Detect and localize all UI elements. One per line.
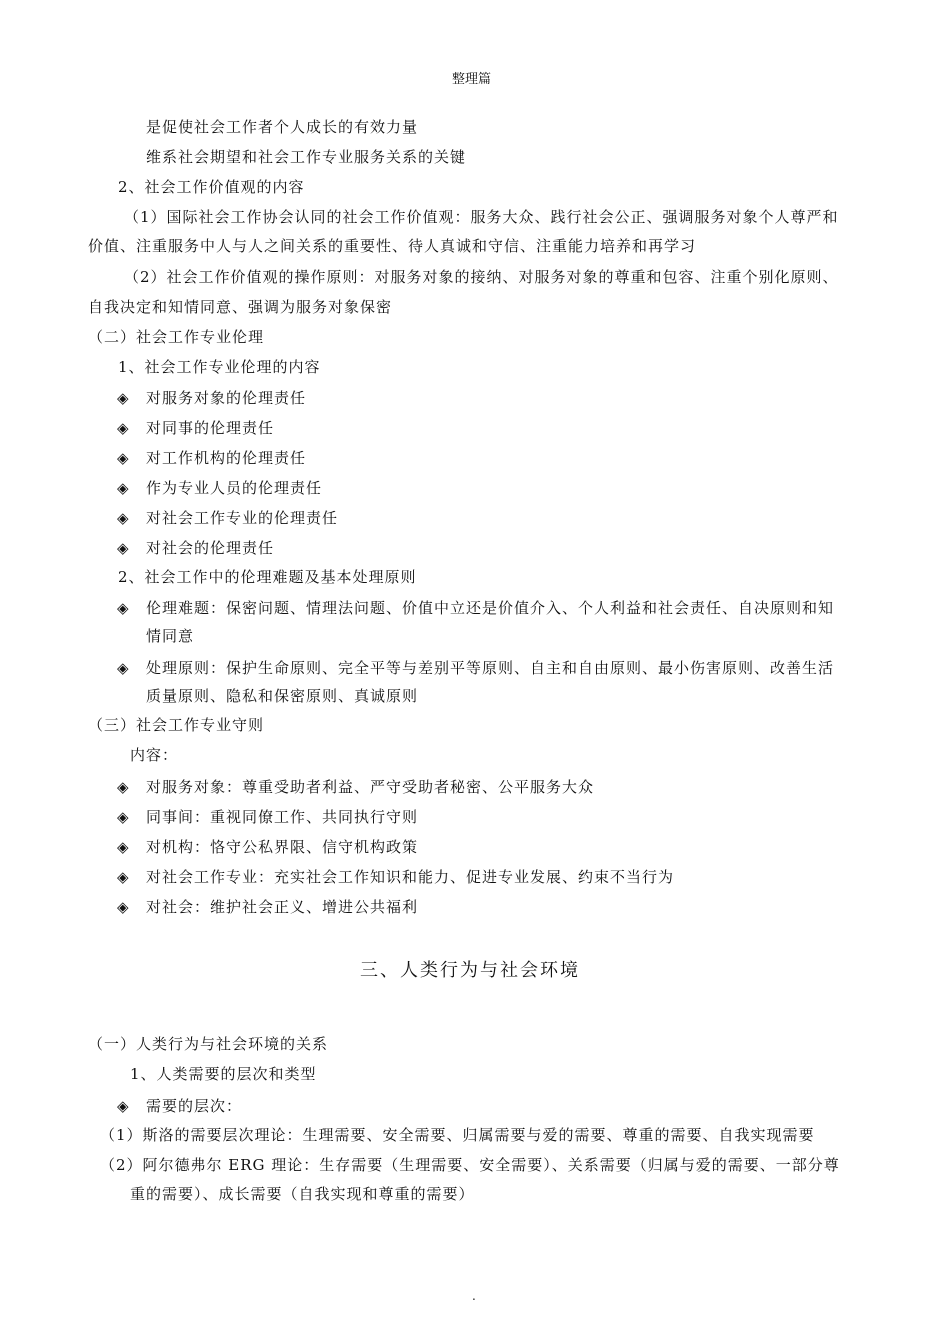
paragraph-line: 自我决定和知情同意、强调为服务对象保密 xyxy=(88,298,393,316)
section-heading: （一）人类行为与社会环境的关系 xyxy=(88,1035,329,1053)
diamond-bullet-icon: ◈ xyxy=(117,898,129,916)
numbered-heading: 2、社会工作中的伦理难题及基本处理原则 xyxy=(118,568,417,586)
list-item: 对社会工作专业的伦理责任 xyxy=(146,509,339,527)
list-item: 作为专业人员的伦理责任 xyxy=(146,479,323,497)
numbered-heading: 1、人类需要的层次和类型 xyxy=(130,1065,317,1083)
list-item: 对社会：维护社会正义、增进公共福利 xyxy=(146,898,419,916)
list-item: 对同事的伦理责任 xyxy=(146,419,275,437)
page-header: 整理篇 xyxy=(452,72,492,87)
diamond-bullet-icon: ◈ xyxy=(117,868,129,886)
diamond-bullet-icon: ◈ xyxy=(117,479,129,497)
diamond-bullet-icon: ◈ xyxy=(117,1097,129,1115)
diamond-bullet-icon: ◈ xyxy=(117,389,129,407)
page-footer-mark: . xyxy=(472,1289,477,1303)
list-item: 同事间：重视同僚工作、共同执行守则 xyxy=(146,808,419,826)
list-item: 对工作机构的伦理责任 xyxy=(146,449,307,467)
list-item: 伦理难题：保密问题、情理法问题、价值中立还是价值介入、个人利益和社会责任、自决原则和知 xyxy=(146,599,835,617)
list-item-continuation: 质量原则、隐私和保密原则、真诚原则 xyxy=(146,687,419,705)
paragraph-line: （1）斯洛的需要层次理论：生理需要、安全需要、归属需要与爱的需要、尊重的需要、自我实现需要 xyxy=(100,1126,815,1144)
list-item: 对机构：恪守公私界限、信守机构政策 xyxy=(146,838,419,856)
paragraph-line: （1）国际社会工作协会认同的社会工作价值观：服务大众、践行社会公正、强调服务对象个人尊严和 xyxy=(124,208,839,226)
list-item: 对服务对象：尊重受助者利益、严守受助者秘密、公平服务大众 xyxy=(146,778,595,796)
paragraph-line: （2）社会工作价值观的操作原则：对服务对象的接纳、对服务对象的尊重和包容、注重个别化原则、 xyxy=(124,268,839,286)
diamond-bullet-icon: ◈ xyxy=(117,449,129,467)
paragraph-line: （2）阿尔德弗尔 ERG 理论：生存需要（生理需要、安全需要）、关系需要（归属与爱的需要、一部分尊 xyxy=(100,1156,840,1174)
content-label: 内容： xyxy=(130,746,179,764)
paragraph-line: 重的需要）、成长需要（自我实现和尊重的需要） xyxy=(130,1185,475,1203)
list-item: 对服务对象的伦理责任 xyxy=(146,389,307,407)
list-item: 对社会的伦理责任 xyxy=(146,539,275,557)
diamond-bullet-icon: ◈ xyxy=(117,419,129,437)
diamond-bullet-icon: ◈ xyxy=(117,509,129,527)
list-item: 对社会工作专业：充实社会工作知识和能力、促进专业发展、约束不当行为 xyxy=(146,868,675,886)
paragraph-line: 价值、注重服务中人与人之间关系的重要性、待人真诚和守信、注重能力培养和再学习 xyxy=(88,237,697,255)
numbered-heading: 2、社会工作价值观的内容 xyxy=(118,178,305,196)
diamond-bullet-icon: ◈ xyxy=(117,838,129,856)
diamond-bullet-icon: ◈ xyxy=(117,539,129,557)
numbered-heading: 1、社会工作专业伦理的内容 xyxy=(118,358,321,376)
section-heading: （二）社会工作专业伦理 xyxy=(88,328,265,346)
list-item: 需要的层次： xyxy=(146,1097,243,1115)
chapter-title: 三、人类行为与社会环境 xyxy=(360,960,580,981)
diamond-bullet-icon: ◈ xyxy=(117,808,129,826)
text-line: 维系社会期望和社会工作专业服务关系的关键 xyxy=(146,148,467,166)
text-line: 是促使社会工作者个人成长的有效力量 xyxy=(146,118,419,136)
list-item: 处理原则：保护生命原则、完全平等与差别平等原则、自主和自由原则、最小伤害原则、改善生活 xyxy=(146,659,835,677)
diamond-bullet-icon: ◈ xyxy=(117,659,129,677)
diamond-bullet-icon: ◈ xyxy=(117,778,129,796)
section-heading: （三）社会工作专业守则 xyxy=(88,716,265,734)
diamond-bullet-icon: ◈ xyxy=(117,599,129,617)
list-item-continuation: 情同意 xyxy=(146,627,195,645)
